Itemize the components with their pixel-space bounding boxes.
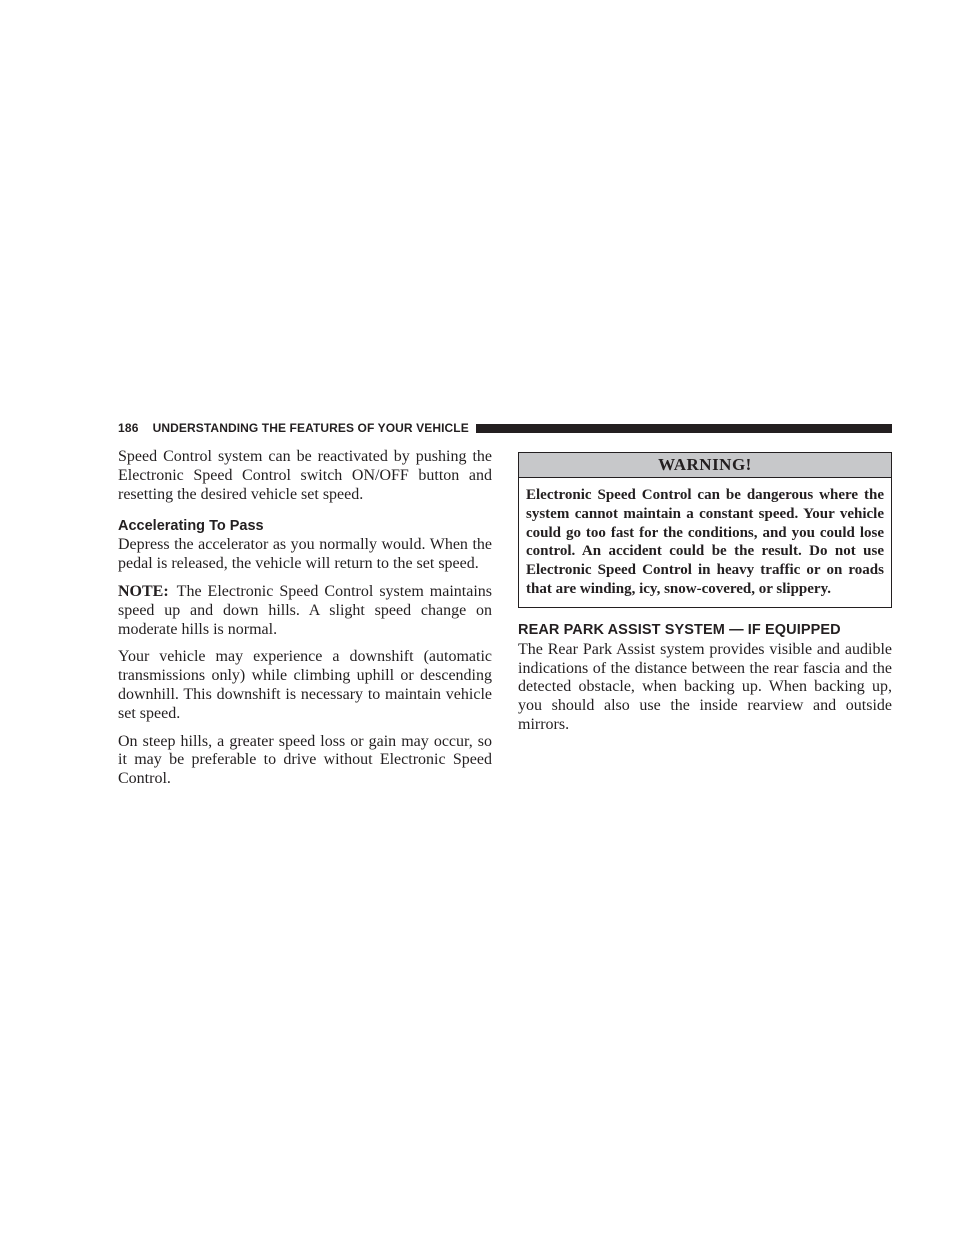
rear-park-paragraph: The Rear Park Assist system provides visible and audible indications of the distance between the rear fascia and the detected obstacle, when backing up. When backing up, you should also use the inside rearview and outside mirrors.	[518, 640, 892, 733]
accelerating-heading: Accelerating To Pass	[118, 518, 264, 535]
warning-text: Electronic Speed Control can be dangerous where the system cannot maintain a constant speed. Your vehicle could go too fast for the conditions, and you could lose control. An accident could be the result. Do not use Electronic Speed Control in heavy traffic or on roads that are winding, icy, snow-covered, or slippery.	[526, 487, 884, 597]
downshift-paragraph: Your vehicle may experience a downshift (automatic transmissions only) while climbing uphill or descending downhill. This downshift is necessary to maintain vehicle set speed.	[118, 648, 492, 722]
rear-park-heading: REAR PARK ASSIST SYSTEM — IF EQUIPPED	[518, 621, 841, 638]
steep-hills-paragraph: On steep hills, a greater speed loss or gain may occur, so it may be preferable to drive without Electronic Speed Control.	[118, 732, 492, 788]
header-rule-bar	[476, 424, 892, 433]
note-text: The Electronic Speed Control system maintains speed up and down hills. A slight speed change on moderate hills is normal.	[118, 582, 492, 638]
page-header	[118, 419, 892, 437]
page-number: 186	[118, 421, 139, 435]
accelerating-paragraph: Depress the accelerator as you normally would. When the pedal is released, the vehicle will return to the set speed.	[118, 536, 492, 573]
warning-title: WARNING!	[519, 453, 891, 478]
warning-box	[518, 452, 892, 608]
running-title: UNDERSTANDING THE FEATURES OF YOUR VEHICLE	[152, 421, 469, 435]
left-column	[118, 448, 492, 798]
note-label: NOTE:	[118, 582, 169, 600]
intro-paragraph: Speed Control system can be reactivated by pushing the Electronic Speed Control switch ON/OFF button and resetting the desired vehicle set speed.	[118, 448, 492, 503]
right-column	[518, 448, 892, 744]
note-paragraph	[118, 583, 492, 639]
